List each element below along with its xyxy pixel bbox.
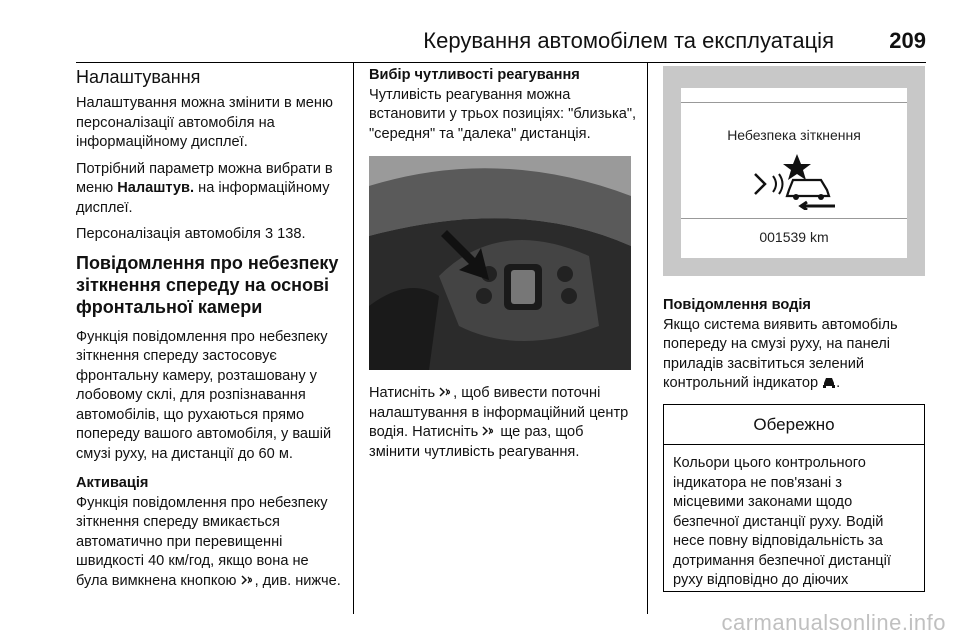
caution-box: [663, 404, 925, 592]
text: на інформаційному дисплеї.: [76, 180, 330, 216]
collision-sensitivity-button-icon: [439, 386, 453, 398]
text: ще раз, щоб змінити чутливість реагування.: [369, 424, 584, 460]
paragraph: Налаштування можна змінити в меню персоналізації автомобіля на інформаційному дисплеї.: [76, 95, 333, 150]
text: Функція повідомлення про небезпеку зіткнення спереду вмикається автоматично при перевищенні швидкості 40 км/год, якщо вона не була вимкнена кнопкою: [76, 494, 328, 589]
heading-activation: Активація: [76, 475, 149, 491]
text: Персоналізація автомобіля: [76, 226, 266, 242]
text: Натисніть: [369, 385, 440, 401]
menu-name: Налаштув.: [117, 180, 195, 196]
page-reference: 3 138.: [265, 226, 306, 242]
display-title: Небезпека зіткнення: [727, 127, 861, 143]
paragraph: [369, 384, 637, 462]
display-screen: [681, 88, 907, 258]
collision-sensitivity-button-icon: [241, 574, 255, 586]
chapter-title: Керування автомобілем та експлуатація: [423, 28, 834, 53]
paragraph: Чутливість реагування можна встановити у трьох позиціях: "близька", "середня" та "далека" дистанція.: [369, 86, 637, 142]
page-header: [76, 22, 926, 62]
column-3: [663, 66, 925, 592]
display-rule: [681, 102, 907, 103]
column-divider-1: [353, 62, 354, 614]
paragraph: [663, 316, 925, 394]
text: .: [836, 375, 841, 391]
column-1: [76, 66, 344, 598]
paragraph: [76, 160, 344, 219]
heading-settings: Налаштування: [76, 67, 201, 87]
collision-sensitivity-button-icon: [482, 425, 496, 437]
display-rule: [681, 218, 907, 219]
paragraph: [76, 494, 344, 592]
heading-sensitivity: Вибір чутливості реагування: [369, 67, 580, 83]
header-rule: [76, 62, 926, 63]
column-divider-2: [647, 62, 648, 614]
display-odometer: 001539 km: [759, 229, 829, 245]
steering-wheel-illustration: [369, 156, 631, 370]
paragraph: [76, 225, 344, 245]
collision-warning-icon: [751, 152, 841, 210]
steering-wheel-figure: [369, 156, 631, 370]
vehicle-ahead-icon: [822, 377, 836, 388]
caution-title: Обережно: [664, 405, 924, 446]
page-number: 209: [889, 28, 926, 53]
text: Потрібний параметр можна вибрати в меню: [76, 160, 333, 196]
caution-text: Кольори цього контрольного індикатора не пов'язані з місцевими законами щодо безпечної дистанції руху. Водій несе повну відповідальність за дотримання безпечної дистанції руху відповідно до діючих: [673, 455, 891, 588]
text: Якщо система виявить автомобіль попереду на смузі руху, на панелі приладів засвітиться зелений контрольний індикатор: [663, 316, 898, 391]
driver-display-figure: [663, 66, 925, 276]
heading-collision-warning: Повідомлення про небезпеку зіткнення спереду на основі фронтальної камери: [76, 252, 339, 317]
text: , щоб вивести поточні налаштування в інформаційний центр водія. Натисніть: [369, 385, 629, 440]
paragraph: Функція повідомлення про небезпеку зіткнення спереду застосовує фронтальну камеру, розташовану у лобовому склі, для розпізнавання автомобілів, що рухаються прямо попереду вашого автомобіля, у вашій смузі руху, на дистанції до 60 м.: [76, 328, 332, 462]
watermark: carmanualsonline.info: [721, 610, 946, 635]
text: , див. нижче.: [254, 572, 341, 589]
heading-driver-notice: Повідомлення водія: [663, 297, 811, 313]
column-2: [369, 66, 637, 469]
